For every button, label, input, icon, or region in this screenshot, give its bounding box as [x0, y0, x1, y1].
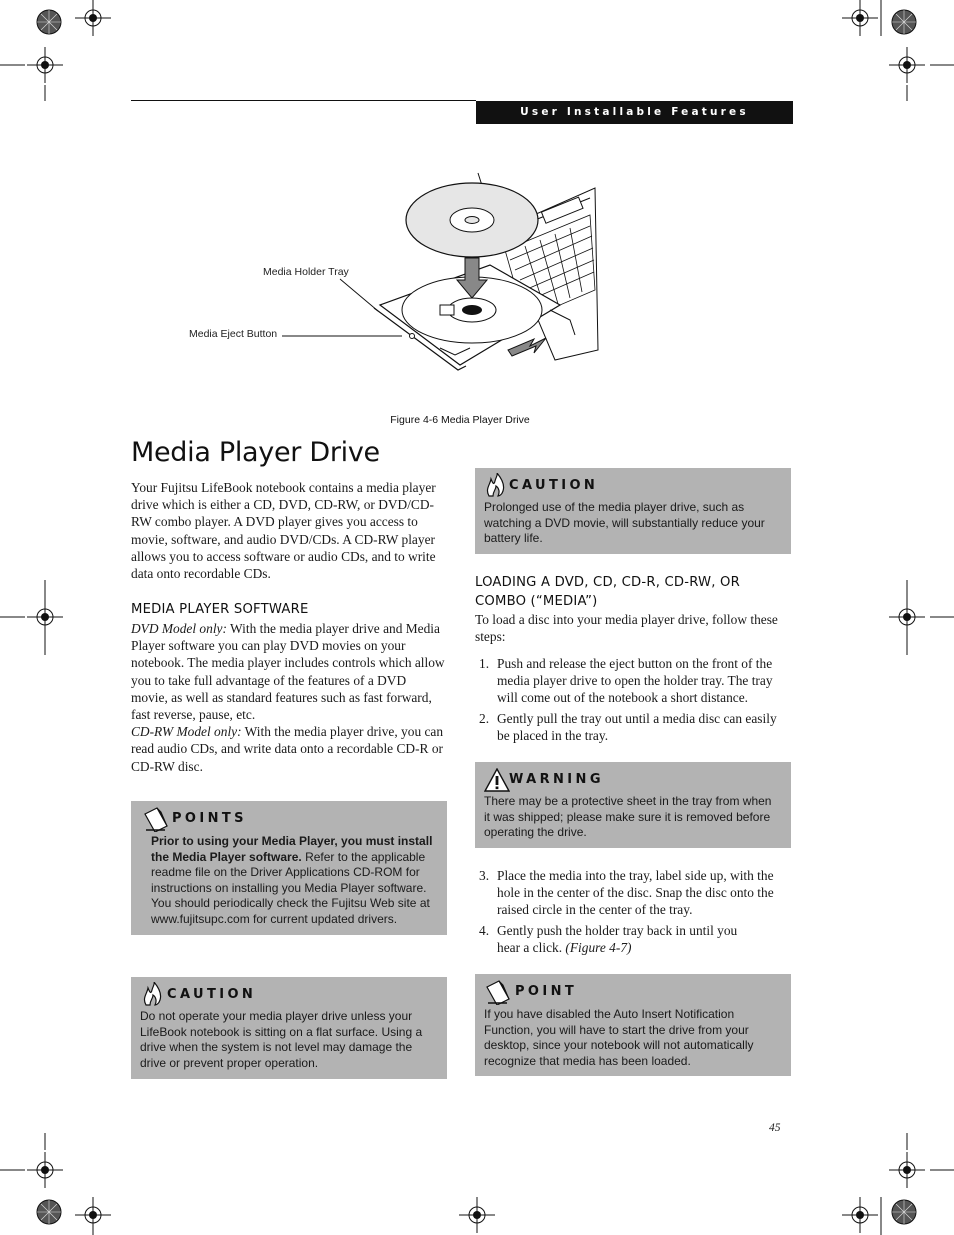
- list-item: [475, 655, 791, 707]
- page-title: Media Player Drive: [131, 437, 380, 468]
- step-number: 4.: [479, 922, 490, 938]
- loading-intro: To load a disc into your media player drive, follow these steps:: [475, 612, 778, 645]
- step-text: Gently push the holder tray back in until you hear a click.: [497, 922, 738, 955]
- warning-heading: WARNING: [509, 772, 604, 787]
- flame-icon: [142, 982, 164, 1006]
- pencil-icon: [143, 806, 169, 832]
- loading-heading: [475, 573, 740, 611]
- warning-triangle-icon: [484, 768, 510, 792]
- dvd-model-text: With the media player drive and Media Player software you can play DVD movies on your notebook. The media player includes controls which allow you to take full advantage of the features of a DVD movie, as well as standard features such as fast forward, fast reverse, pause, etc.: [131, 621, 445, 723]
- loading-heading-line2: COMBO (“MEDIA”): [475, 594, 598, 609]
- point-box: [475, 974, 791, 1076]
- caution-box-left: [131, 977, 447, 1079]
- flame-icon: [485, 473, 507, 497]
- caution-left-text: Do not operate your media player drive unless your LifeBook notebook is sitting on a flat surface. Using a drive when the system is not level may damage the drive or prevent proper operation.: [140, 1009, 423, 1070]
- label-media-eject-button: Media Eject Button: [189, 328, 278, 340]
- loading-steps-3-4: [475, 867, 791, 956]
- list-item: [475, 867, 791, 919]
- warning-text: There may be a protective sheet in the tray from when it was shipped; please make sure it is removed before operating the drive.: [484, 794, 772, 840]
- step-number: 1.: [479, 656, 490, 671]
- list-item: [475, 922, 791, 956]
- list-item: [475, 710, 791, 744]
- header-rule: [131, 100, 476, 101]
- page-number: 45: [769, 1122, 781, 1134]
- figure-reference: (Figure 4-7): [565, 939, 632, 955]
- caution-right-text: Prolonged use of the media player drive, such as watching a DVD movie, will substantially reduce your battery life.: [484, 500, 765, 546]
- warning-box: [475, 762, 791, 848]
- cdrw-model-text: With the media player drive, you can read audio CDs, and write data onto a recordable CD-R or CD-RW disc.: [131, 724, 444, 774]
- pencil-icon: [485, 979, 511, 1005]
- step-number: 3.: [479, 868, 490, 883]
- figure-callouts: [270, 275, 410, 345]
- cdrw-model-lead: CD-RW Model only:: [131, 724, 242, 740]
- figure-caption: Figure 4-6 Media Player Drive: [390, 414, 530, 426]
- intro-paragraph: Your Fujitsu LifeBook notebook contains a media player drive which is either a CD, DVD, CD-RW, or DVD/CD-RW combo player. A DVD player gives you access to movie, software, and audio DVD/CDs. A CD-RW player allows you to access software or audio CDs, and to write data onto recordable CDs.: [131, 480, 436, 582]
- points-body-text: Refer to the applicable readme file on the Driver Applications CD-ROM for instructions on installing you Media Player software. You should periodically check the Fujitsu Web site at www.fujitsupc.com for current updated drivers.: [151, 849, 430, 926]
- loading-heading-line1: LOADING A DVD, CD, CD-R, CD-RW, OR: [475, 575, 740, 590]
- points-bold-text: Prior to using your Media Player, you must install the Media Player software.: [151, 834, 433, 864]
- caution-box-right: [475, 468, 791, 554]
- step-text: Place the media into the tray, label side up, with the hole in the center of the disc. Snap the disc onto the raised circle in the center of the tray.: [497, 868, 774, 918]
- step-text: Push and release the eject button on the front of the media player drive to open the holder tray. The tray will come out of the notebook a short distance.: [497, 656, 773, 706]
- software-paragraph: [131, 620, 446, 775]
- caution-left-heading: CAUTION: [167, 987, 257, 1002]
- point-heading: POINT: [515, 984, 578, 999]
- running-header: User Installable Features: [476, 101, 793, 124]
- points-heading: POINTS: [172, 811, 247, 826]
- step-number: 2.: [479, 710, 490, 726]
- caution-right-heading: CAUTION: [509, 478, 599, 493]
- label-media-holder-tray: Media Holder Tray: [263, 266, 349, 278]
- point-text: If you have disabled the Auto Insert Notification Function, you will have to start the drive from your desktop, since your notebook will not automatically recognize that media has been loaded.: [484, 1007, 754, 1068]
- loading-steps-1-2: [475, 655, 791, 744]
- points-text: [151, 834, 437, 928]
- step-text: Gently pull the tray out until a media disc can easily be placed in the tray.: [497, 710, 777, 743]
- software-heading: MEDIA PLAYER SOFTWARE: [131, 602, 309, 617]
- points-box: [131, 801, 447, 935]
- dvd-model-lead: DVD Model only:: [131, 621, 227, 636]
